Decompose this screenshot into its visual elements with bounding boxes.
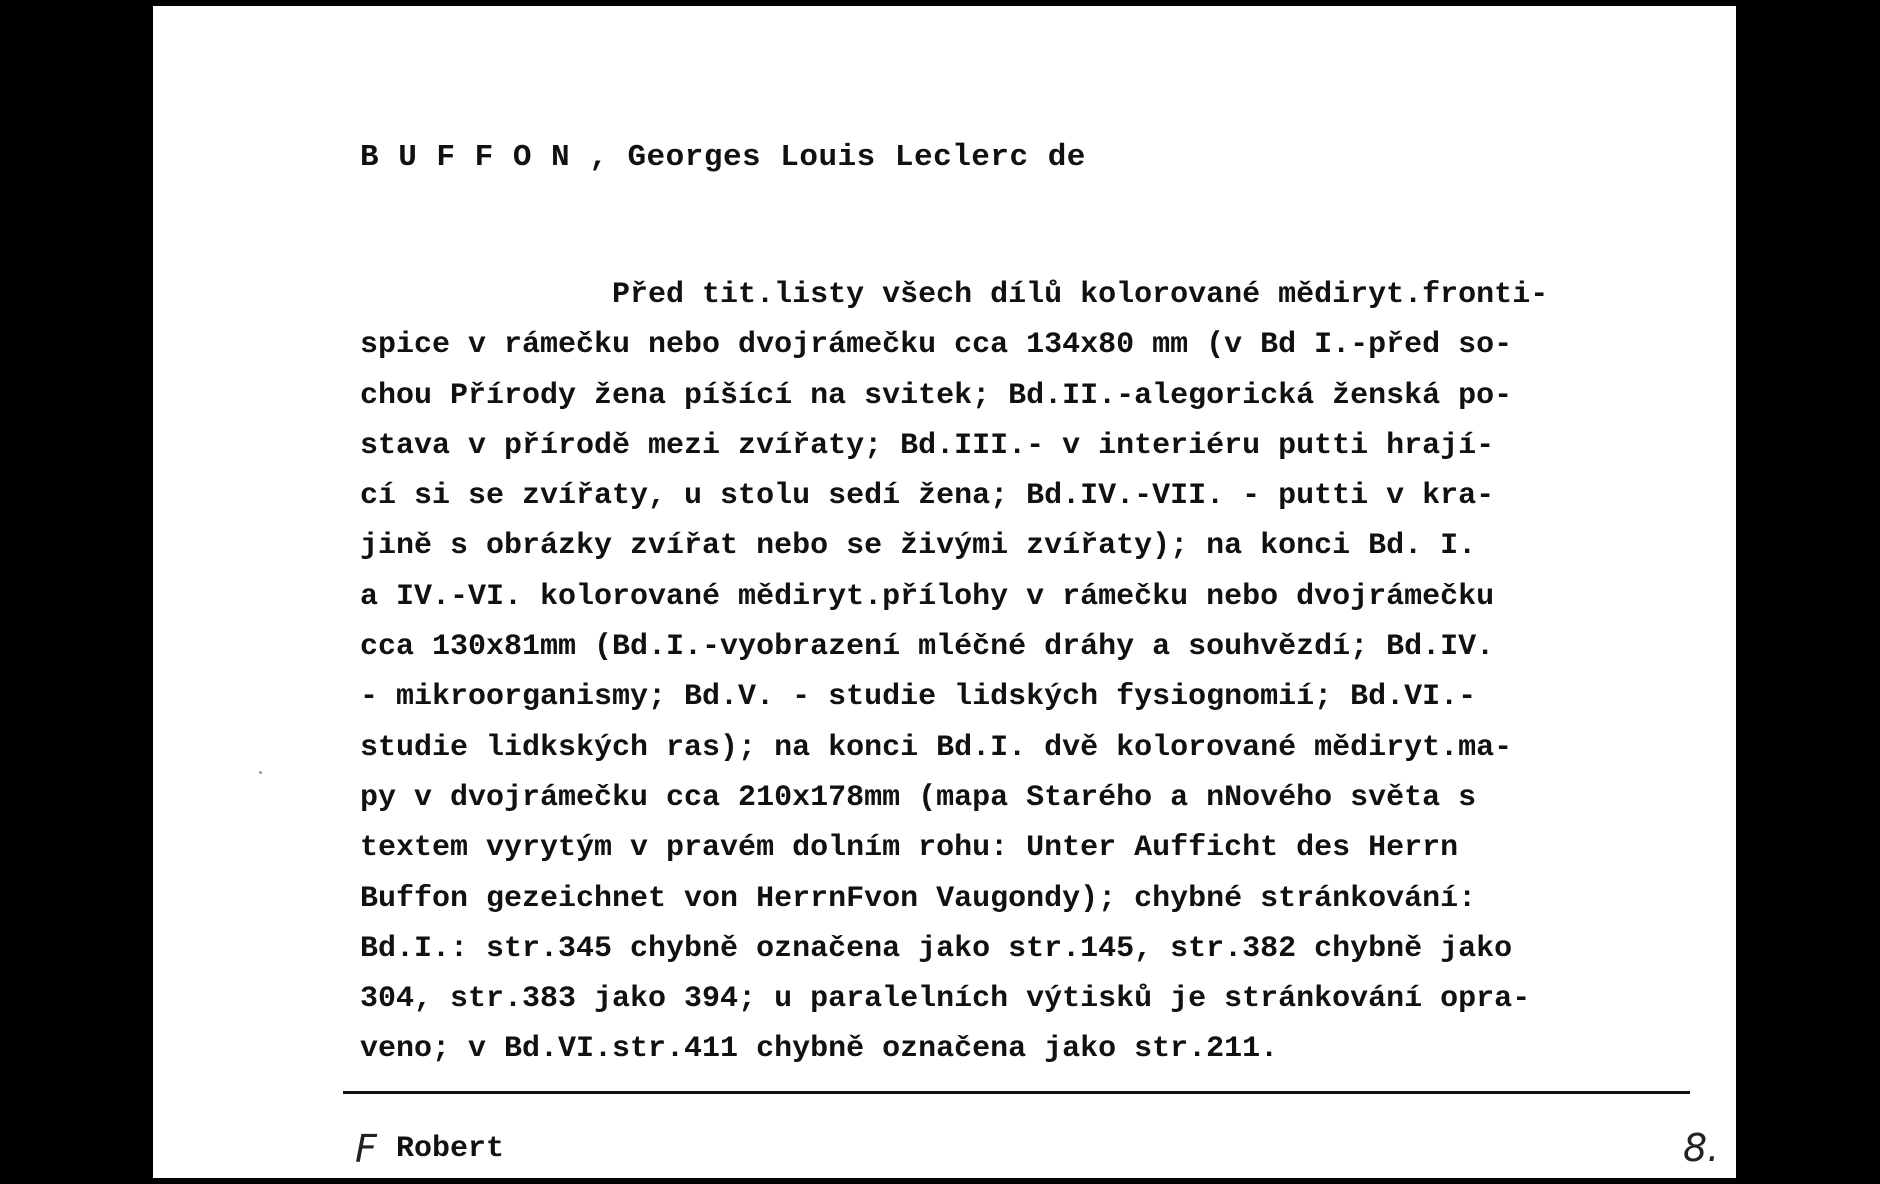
handwritten-mark: F <box>355 1127 377 1171</box>
page-number: 8. <box>1683 1126 1720 1170</box>
description-line: Před tit.listy všech dílů kolorované mědiryt.fronti- <box>360 278 1549 312</box>
description-line: textem vyrytým v pravém dolním rohu: Unter Aufficht des Herrn <box>360 831 1459 866</box>
description-line: a IV.-VI. kolorované mědiryt.přílohy v rámečku nebo dvojrámečku <box>360 579 1495 614</box>
description-line: studie lidkských ras); na konci Bd.I. dvě kolorované mědiryt.ma- <box>360 730 1513 765</box>
catalog-card <box>153 6 1736 1178</box>
description-line: chou Přírody žena píšící na svitek; Bd.II.-alegorická ženská po- <box>360 378 1513 413</box>
card-description <box>360 270 1548 1075</box>
description-line: Bd.I.: str.345 chybně označena jako str.145, str.382 chybně jako <box>360 931 1513 966</box>
description-line: stava v přírodě mezi zvířaty; Bd.III.- v interiéru putti hrají- <box>360 428 1495 463</box>
scan-speck <box>259 771 262 774</box>
description-line: - mikroorganismy; Bd.V. - studie lidských fysiognomií; Bd.VI.- <box>360 680 1477 715</box>
footer-divider <box>343 1091 1690 1094</box>
description-line: Buffon gezeichnet von HerrnFvon Vaugondy); chybné stránkování: <box>360 881 1477 916</box>
description-line: 304, str.383 jako 394; u paralelních výtisků je stránkování opra- <box>360 982 1531 1017</box>
description-line: spice v rámečku nebo dvojrámečku cca 134x80 mm (v Bd I.-před so- <box>360 328 1513 363</box>
description-line: cca 130x81mm (Bd.I.-vyobrazení mléčné dráhy a souhvězdí; Bd.IV. <box>360 630 1495 665</box>
description-line: cí si se zvířaty, u stolu sedí žena; Bd.IV.-VII. - putti v kra- <box>360 479 1495 514</box>
description-line: veno; v Bd.VI.str.411 chybně označena jako str.211. <box>360 1032 1279 1067</box>
description-line: jině s obrázky zvířat nebo se živými zvířaty); na konci Bd. I. <box>360 529 1477 564</box>
description-line: py v dvojrámečku cca 210x178mm (mapa Starého a nNového světa s <box>360 780 1477 815</box>
footer-name: Robert <box>396 1132 505 1166</box>
card-heading: B U F F O N , Georges Louis Leclerc de <box>360 140 1086 175</box>
